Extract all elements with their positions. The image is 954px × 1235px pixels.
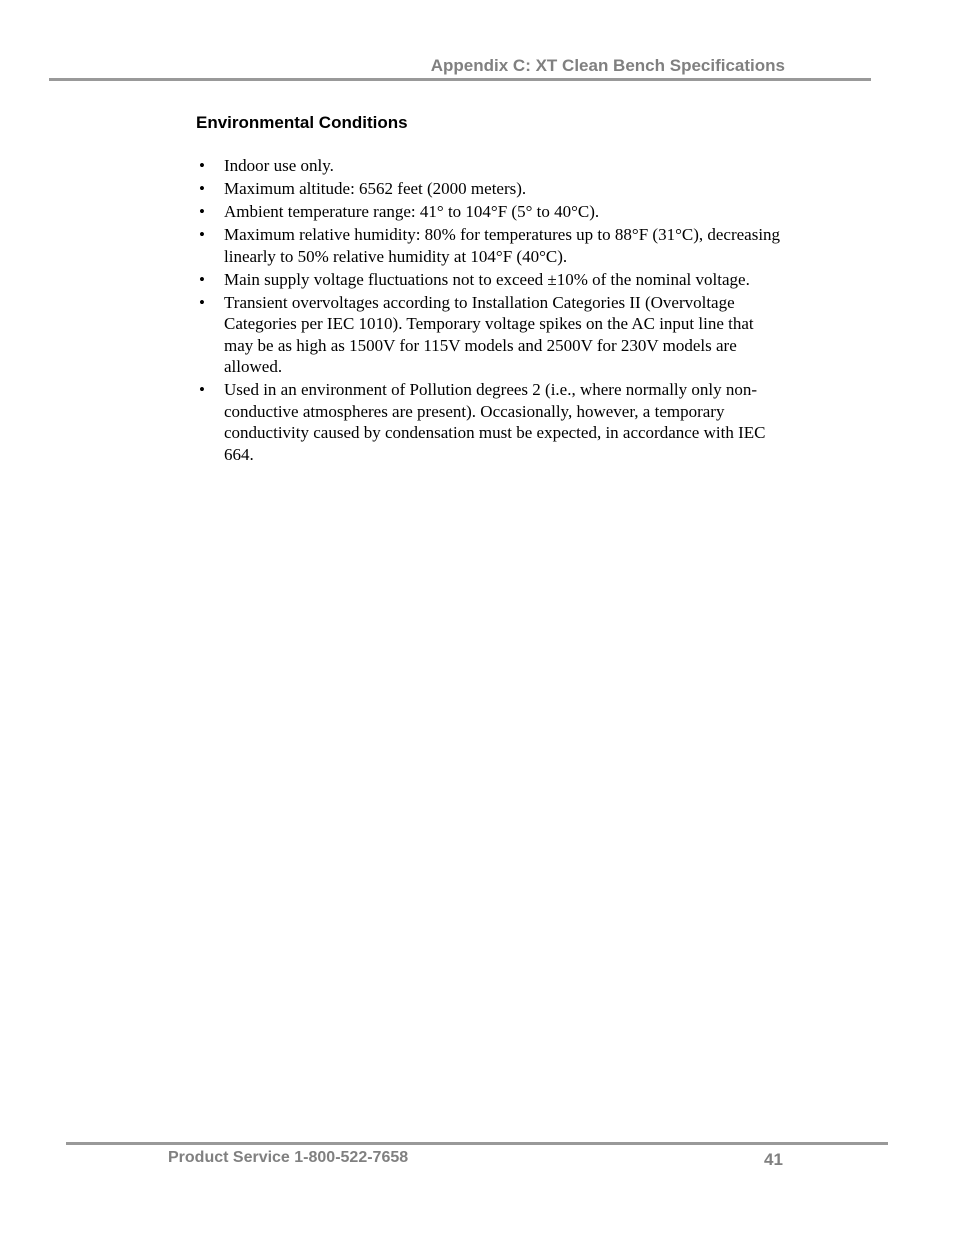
list-item-text: Transient overvoltages according to Installation Categories II (Overvoltage Categories per IEC 1010). Temporary voltage spikes on the AC input line that may be as high as 1500V for 115V models and 2500V for 230V models are allowed. <box>224 292 754 377</box>
bullet-icon: • <box>199 269 205 289</box>
environmental-conditions-list <box>196 155 786 467</box>
list-item <box>196 224 786 267</box>
list-item <box>196 155 786 177</box>
footer-product-service: Product Service 1-800-522-7658 <box>168 1149 409 1166</box>
bullet-icon: • <box>199 201 205 221</box>
list-item-text: Ambient temperature range: 41° to 104°F (5° to 40°C). <box>224 201 600 221</box>
list-item <box>196 379 786 465</box>
bullet-icon: • <box>199 178 205 198</box>
list-item <box>196 178 786 200</box>
list-item-text: Maximum relative humidity: 80% for temperatures up to 88°F (31°C), decreasing linearly to 50% relative humidity at 104°F (40°C). <box>224 224 781 266</box>
list-item-text: Indoor use only. <box>224 156 334 175</box>
page-header-title: Appendix C: XT Clean Bench Specifications <box>430 56 785 75</box>
page-number: 41 <box>764 1150 783 1169</box>
list-item <box>196 201 786 223</box>
bullet-icon: • <box>199 380 205 400</box>
section-heading: Environmental Conditions <box>196 113 408 132</box>
header-divider <box>49 78 871 81</box>
list-item-text: Used in an environment of Pollution degrees 2 (i.e., where normally only non-conductive atmospheres are present). Occasionally, however, a temporary conductivity caused by condensation must be expected, in accordance with IEC 664. <box>224 380 766 465</box>
bullet-icon: • <box>199 156 205 175</box>
list-item-text: Main supply voltage fluctuations not to exceed ±10% of the nominal voltage. <box>224 269 750 289</box>
list-item-text: Maximum altitude: 6562 feet (2000 meters). <box>224 178 527 198</box>
list-item <box>196 292 786 378</box>
bullet-icon: • <box>199 292 205 312</box>
bullet-icon: • <box>199 224 205 244</box>
footer-divider <box>66 1142 888 1145</box>
list-item <box>196 269 786 291</box>
